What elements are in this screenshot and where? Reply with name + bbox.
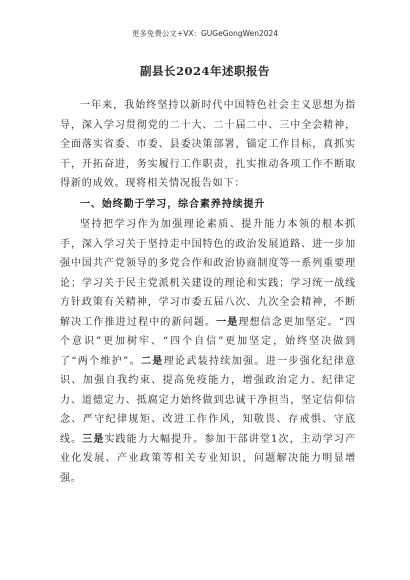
point-3-label: 三是 <box>82 433 105 445</box>
section-1-paragraph <box>60 215 356 488</box>
section-heading-1: 一、始终勤于学习，综合素养持续提升 <box>80 198 266 210</box>
point-1-text: 理想信念更加坚定。“四个意识”更加树牢、“四个自信”更加坚定，始终坚决做到了“两个维护”。 <box>60 316 356 367</box>
document-body <box>60 96 356 488</box>
section-1-text: 坚持把学习作为加强理论素质、提升能力本领的根本抓手，深入学习关于坚持走中国特色的政治发展道路、进一步加强中国共产党领导的多党合作和政治协商制度等一系列重要理论；学习关于民主党派机关建设的理论和实践；学习统一战线方针政策有关精神，学习市委五届八次、九次全会精神，不断解决工作推进过程中的新问题。 <box>60 219 356 328</box>
document-title: 副县长2024年述职报告 <box>139 64 270 78</box>
point-3-text: 实践能力大幅提升。参加干部讲堂1次，主动学习产业化发展、产业政策等相关专业知识，问题解决能力明显增强。 <box>60 433 356 484</box>
intro-paragraph: 一年来，我始终坚持以新时代中国特色社会主义思想为指导，深入学习贯彻党的二十大、二十届二中、三中全会精神，全面落实省委、市委、县委决策部署，锚定工作目标，真抓实干，开拓奋进，务实履行工作职责，扎实推动各项工作不断取得新的成效。现将相关情况报告如下： <box>60 100 356 189</box>
header-note: 更多免费公文+VX：GUGeGongWen2024 <box>131 29 279 38</box>
point-2-label: 二是 <box>140 355 164 367</box>
point-2-text: 理论武装持续加强。进一步强化纪律意识、加强自我约束、提高免疫能力，增强政治定力、纪律定力、道德定力、抵腐定力始终做到忠诚干净担当，坚定信仰信念、严守纪律规矩、改进工作作风，知敬畏、存戒惧、守底线。 <box>60 355 356 445</box>
point-1-label: 一是 <box>216 316 239 328</box>
